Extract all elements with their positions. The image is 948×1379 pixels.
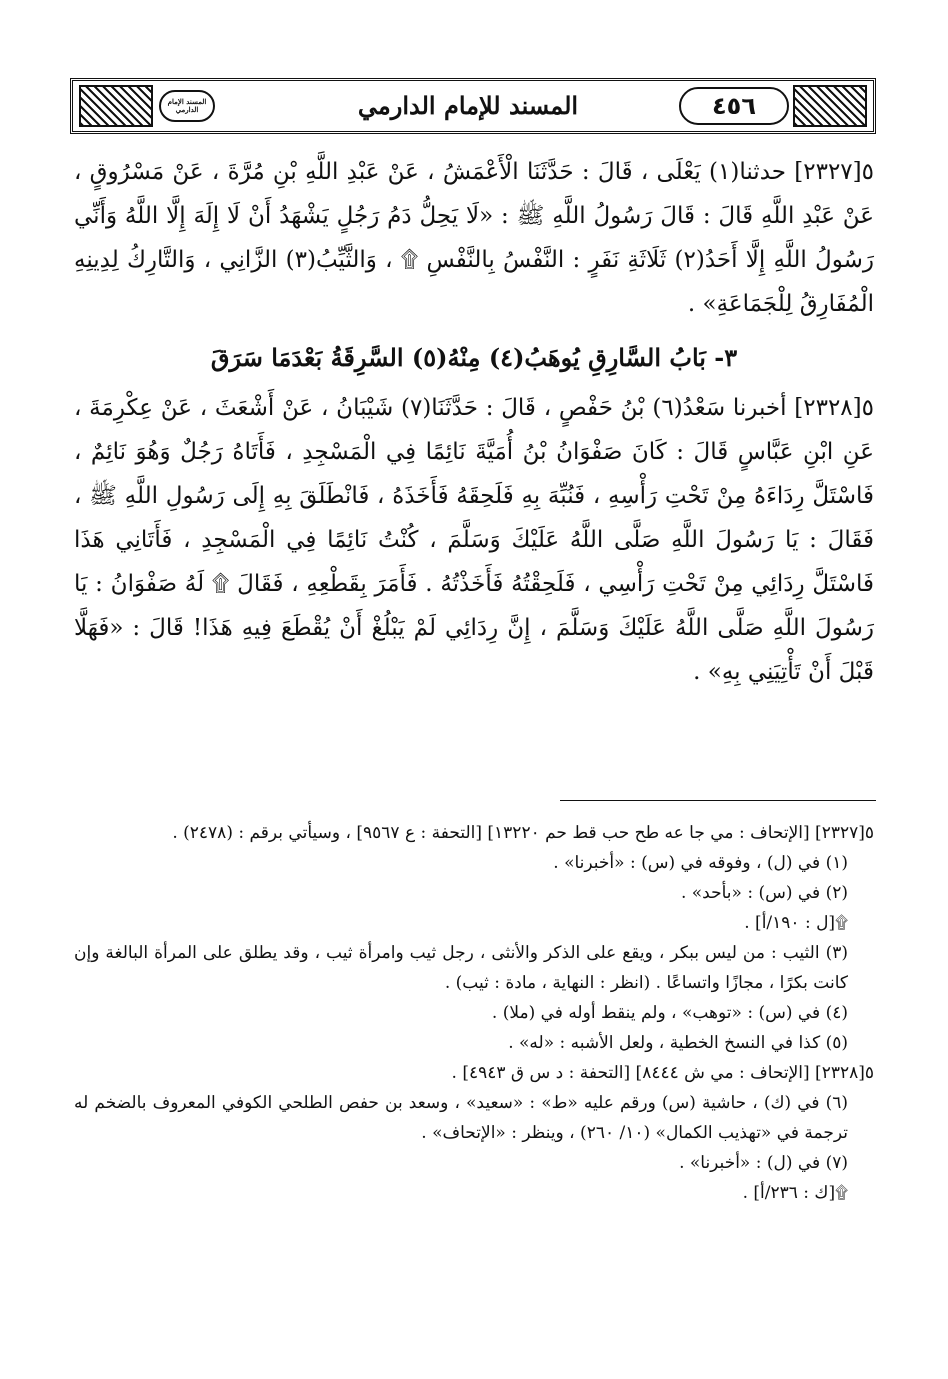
footnotes [74,818,874,1208]
footnote-separator [560,800,876,801]
emblem-text: المسند الإمام الدارمي [167,97,207,114]
footnote: ۩[ل : ١٩٠/أ] . [744,913,848,933]
hadith-2327: ٥[٢٣٢٧] حدثنا(١) يَعْلَى ، قَالَ : حَدَّثَنَا الْأَعْمَشُ ، عَنْ عَبْدِ اللَّهِ بْنِ مُرَّةَ ، عَنْ مَسْرُوقٍ ، عَنْ عَبْدِ اللَّهِ قَالَ : قَالَ رَسُولُ اللَّهِ ﷺ : «لَا يَحِلُّ دَمُ رَجُلٍ يَشْهَدُ أَنْ لَا إِلَهَ إِلَّا اللَّهُ وَأَنِّي رَسُولُ اللَّهِ إِلَّا أَحَدُ(٢) ثَلَاثَةِ نَفَرٍ : النَّفْسُ بِالنَّفْسِ ۩ ، وَالثَّيِّبُ(٣) الزَّانِي ، وَالتَّارِكُ لِدِينِهِ الْمُفَارِقُ لِلْجَمَاعَةِ» . [74,159,875,317]
page-number-badge [679,87,789,125]
main-text [74,150,874,694]
hadith-2328: ٥[٢٣٢٨] أخبرنا سَعْدُ(٦) بْنُ حَفْصٍ ، قَالَ : حَدَّثَنَا(٧) شَيْبَانُ ، عَنْ أَشْعَثَ ، عَنْ عِكْرِمَةَ ، عَنِ ابْنِ عَبَّاسٍ قَالَ : كَانَ صَفْوَانُ بْنُ أُمَيَّةَ نَائِمًا فِي الْمَسْجِدِ ، فَأَتَاهُ رَجُلٌ وَهُوَ نَائِمٌ ، فَاسْتَلَّ رِدَاءَهُ مِنْ تَحْتِ رَأْسِهِ ، فَنُبِّهَ بِهِ فَلَحِقَهُ فَأَخَذَهُ ، فَانْطَلَقَ بِهِ إِلَى رَسُولِ اللَّهِ ﷺ ، فَقَالَ : يَا رَسُولَ اللَّهِ صَلَّى اللَّهُ عَلَيْكَ وَسَلَّمَ ، كُنْتُ نَائِمًا فِي الْمَسْجِدِ ، فَأَتَانِي هَذَا فَاسْتَلَّ رِدَائِي مِنْ تَحْتِ رَأْسِي ، فَلَحِقْتُهُ فَأَخَذْتُهُ . فَأَمَرَ بِقَطْعِهِ ، فَقَالَ ۩ لَهُ صَفْوَانُ : يَا رَسُولَ اللَّهِ صَلَّى اللَّهُ عَلَيْكَ وَسَلَّمَ ، إِنَّ رِدَائِي لَمْ يَبْلُغْ أَنْ يُقْطَعَ فِيهِ هَذَا! قَالَ : «فَهَلَّا قَبْلَ أَنْ تَأْتِيَنِي بِهِ» . [74,395,875,685]
chapter-title: ٣- بَابُ السَّارِقِ يُوهَبُ(٤) مِنْهُ(٥) السَّرِقَةُ بَعْدَمَا سَرَقَ [210,343,738,372]
page-number: ٤٥٦ [712,92,756,120]
ornament-right [793,85,867,127]
footnote: (١) في (ل) ، وفوقه في (س) : «أخبرنا» . [553,853,848,873]
footnote: (٤) في (س) : «توهب» ، ولم ينقط أوله في (ملا) . [491,1003,848,1023]
footnote: ۩[ك : ٢٣٦/أ] . [742,1183,848,1203]
footnote: (٣) الثيب : من ليس ببكر ، ويقع على الذكر والأنثى ، رجل ثيب وامرأة ثيب ، وقد يطلق على المرأة البالغة وإن كانت بكرًا ، مجازًا واتساعًا . (انظر : النهاية ، مادة : ثيب) . [74,943,848,993]
footnote: ٥[٢٣٢٨] [الإتحاف : مي ش ٨٤٤٤] [التحفة : د س ق ٤٩٤٣] . [451,1063,874,1083]
page-header [70,78,876,134]
ornament-left [79,85,153,127]
footnote: (٥) كذا في النسخ الخطية ، ولعل الأشبه : «له» . [508,1033,848,1053]
footnote: ٥[٢٣٢٧] [الإتحاف : مي جا عه طح حب قط حم ١٣٢٢٠] [التحفة : ع ٩٥٦٧] ، وسيأتي برقم : (٢٤٧٨) . [172,823,874,843]
footnote: (٧) في (ل) : «أخبرنا» . [679,1153,848,1173]
footnote: (٢) في (س) : «بأحد» . [680,883,848,903]
footnote: (٦) في (ك) ، حاشية (س) ورقم عليه «ط» : «سعيد» ، وسعد بن حفص الطلحي الكوفي المعروف بالضخم له ترجمة في «تهذيب الكمال» (١٠/ ٢٦٠) ، وينظر : «الإتحاف» . [74,1093,848,1143]
running-title: المسند للإمام الدارمي [357,91,579,120]
emblem [159,90,215,122]
